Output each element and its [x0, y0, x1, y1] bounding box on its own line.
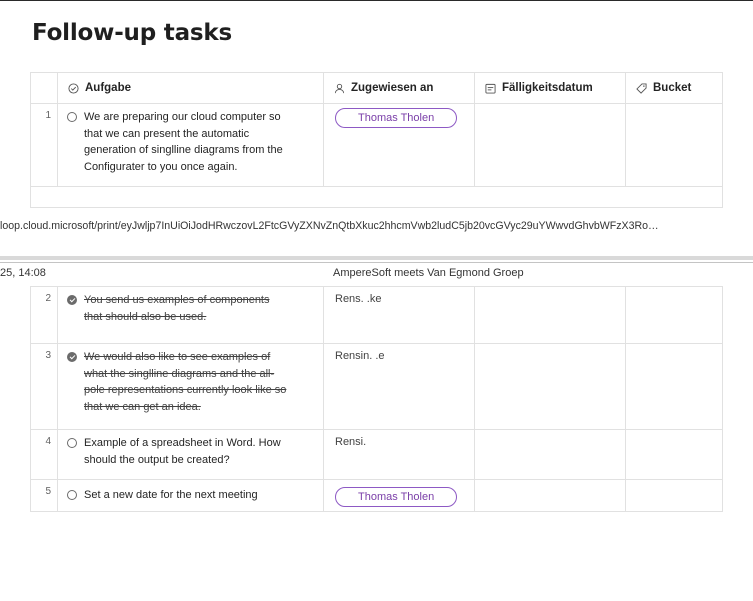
due-date-cell[interactable] — [475, 430, 626, 480]
header-number-column — [31, 73, 58, 104]
bucket-cell[interactable] — [626, 344, 723, 430]
bucket-cell[interactable] — [626, 430, 723, 480]
table-row[interactable] — [31, 480, 723, 512]
task-text[interactable]: We would also like to see examples of what the singlline diagrams and the all- pole representations currently look like so that we can get an idea. — [84, 351, 287, 413]
header-due-label: Fälligkeitsdatum — [502, 82, 593, 94]
header-assigned-label: Zugewiesen an — [351, 82, 434, 94]
due-date-cell[interactable] — [475, 104, 626, 187]
tasks-table-page1 — [30, 72, 723, 208]
tag-icon — [636, 83, 647, 94]
table-row[interactable] — [31, 344, 723, 430]
assignee-pill[interactable]: Thomas Tholen — [335, 108, 457, 128]
page-separator — [0, 256, 753, 260]
bucket-cell[interactable] — [626, 480, 723, 512]
assignee-name[interactable]: Rensin. .e — [335, 350, 385, 362]
calendar-icon — [485, 83, 496, 94]
task-text[interactable]: Example of a spreadsheet in Word. How should the output be created? — [84, 437, 281, 466]
header-assigned[interactable] — [324, 73, 475, 104]
assignee-name[interactable]: Rens. .ke — [335, 293, 382, 305]
completed-checkbox[interactable] — [67, 295, 77, 305]
bucket-cell[interactable] — [626, 287, 723, 344]
due-date-cell[interactable] — [475, 287, 626, 344]
table-row[interactable] — [31, 287, 723, 344]
completed-checkbox[interactable] — [67, 352, 77, 362]
due-date-cell[interactable] — [475, 480, 626, 512]
task-text[interactable]: Set a new date for the next meeting — [84, 489, 258, 501]
task-checkbox[interactable] — [67, 438, 77, 448]
header-bucket-label: Bucket — [653, 82, 692, 94]
add-task-row[interactable] — [31, 187, 723, 208]
header-task[interactable] — [58, 73, 324, 104]
page-title: Follow-up tasks — [32, 20, 232, 46]
task-text[interactable]: You send us examples of components that should also be used. — [84, 294, 270, 323]
task-checkbox[interactable] — [67, 490, 77, 500]
task-checkbox[interactable] — [67, 112, 77, 122]
row-number: 2 — [45, 293, 51, 304]
row-number: 1 — [45, 110, 51, 121]
assignee-name[interactable]: Rensi. — [335, 436, 367, 448]
due-date-cell[interactable] — [475, 344, 626, 430]
bucket-cell[interactable] — [626, 104, 723, 187]
table-row[interactable] — [31, 104, 723, 187]
tasks-table-page2 — [30, 286, 723, 512]
task-text[interactable]: We are preparing our cloud computer so that we can present the automatic generation of singlline diagrams from the Configurater to you once again. — [84, 111, 283, 173]
header-due[interactable] — [475, 73, 626, 104]
person-icon — [334, 83, 345, 94]
meeting-title: AmpereSoft meets Van Egmond Groep — [333, 267, 524, 279]
header-task-label: Aufgabe — [85, 82, 131, 94]
print-url-footer: loop.cloud.microsoft/print/eyJwljp7InUiOiJodHRwczovL2FtcGVyZXNvZnQtbXkuc2hhcmVwb2ludC5jb20vcGVyc29uYWwvdGhvbWFzX3Ro… — [0, 220, 659, 232]
header-bucket[interactable] — [626, 73, 723, 104]
row-number: 4 — [45, 436, 51, 447]
top-border — [0, 0, 753, 1]
print-timestamp: 25, 14:08 — [0, 267, 46, 279]
table-row[interactable] — [31, 430, 723, 480]
page-separator-line — [0, 262, 753, 263]
table-header-row — [31, 73, 723, 104]
row-number: 5 — [45, 486, 51, 497]
assignee-pill[interactable]: Thomas Tholen — [335, 487, 457, 507]
row-number: 3 — [45, 350, 51, 361]
circle-check-icon — [68, 83, 79, 94]
